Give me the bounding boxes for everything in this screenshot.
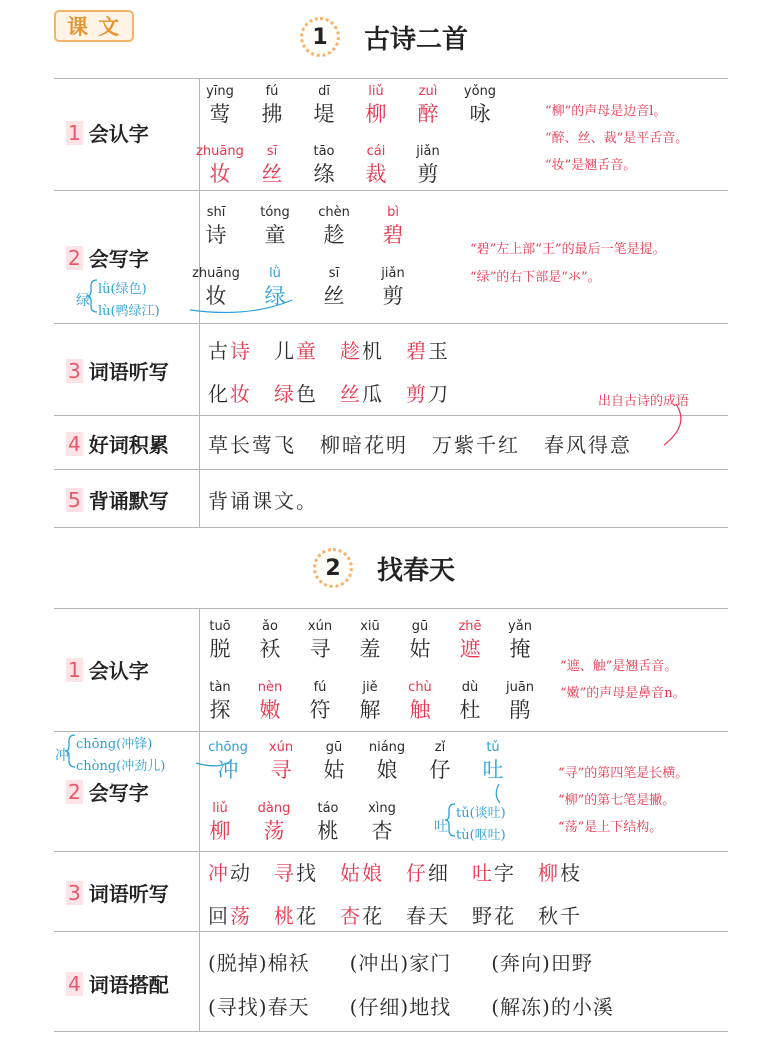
row-label-hui-renzi: 1 会认字 <box>68 120 149 146</box>
polyphone-char: 冲 <box>55 748 69 764</box>
pinyin: nèn <box>257 680 283 695</box>
hanzi: 醉 <box>417 102 439 126</box>
hanzi: 遮 <box>459 637 481 661</box>
hanzi: 诗 <box>205 223 227 247</box>
pinyin: gū <box>411 619 429 634</box>
hanzi: 探 <box>209 698 231 722</box>
pinyin: tāo <box>313 144 335 159</box>
pinyin: zhē <box>458 619 482 634</box>
word-char: 娘 <box>362 861 384 885</box>
word-char: 童 <box>296 339 318 363</box>
hanzi: 嫩 <box>259 698 281 722</box>
lesson-title-text: 古诗二首 <box>364 24 469 55</box>
hanzi: 解 <box>359 698 381 722</box>
pinyin: zǐ <box>434 740 446 755</box>
lesson-number-badge: 2 <box>313 548 353 588</box>
polyphone-reading: tù(呕吐) <box>456 828 506 843</box>
word: 柳暗花明 <box>320 433 408 457</box>
row-label-haoci-jilei: 4 好词积累 <box>68 431 169 457</box>
pinyin: dàng <box>257 801 291 816</box>
hanzi: 鹃 <box>509 698 531 722</box>
word-char: 找 <box>296 861 318 885</box>
pinyin: dī <box>318 84 330 99</box>
hanzi: 冲 <box>217 758 239 782</box>
hanzi: 掩 <box>509 637 531 661</box>
pinyin: cái <box>366 144 386 159</box>
polyphone-reading: tǔ(谈吐) <box>456 806 506 821</box>
pinyin: bì <box>387 205 399 220</box>
word-char: 春 <box>406 904 428 928</box>
pinyin: chōng <box>208 740 248 755</box>
word: 万紫千红 <box>432 433 520 457</box>
word: (奔向)田野 <box>491 951 593 975</box>
polyphone-reading: chōng(冲锋) <box>76 737 153 752</box>
row-label-beisong-moxie: 5 背诵默写 <box>68 487 169 513</box>
word-char: 吐 <box>472 861 494 885</box>
note: “嫩”的声母是鼻音n。 <box>560 686 686 701</box>
hanzi: 触 <box>409 698 431 722</box>
pinyin: tóng <box>260 205 290 220</box>
word: (解冻)的小溪 <box>491 995 614 1019</box>
word: (脱掉)棉袄 <box>208 951 310 975</box>
word-char: 动 <box>230 861 252 885</box>
word-char: 刀 <box>428 382 450 406</box>
word-char: 色 <box>296 382 318 406</box>
word: (仔细)地找 <box>349 995 452 1019</box>
pinyin: jiě <box>362 680 378 695</box>
hanzi: 咏 <box>469 102 491 126</box>
pinyin: fú <box>313 680 327 695</box>
word-char: 化 <box>208 382 230 406</box>
pinyin: táo <box>317 801 339 816</box>
pinyin: tǔ <box>486 740 500 755</box>
pinyin: zhuāng <box>196 144 244 159</box>
hanzi: 柳 <box>209 819 231 843</box>
note: “碧”左上部“王”的最后一笔是提。 <box>470 242 666 257</box>
hanzi: 姑 <box>409 637 431 661</box>
note: “柳”的声母是边音l。 <box>545 104 667 119</box>
pinyin: jiǎn <box>381 266 405 281</box>
note: “遮、触”是翘舌音。 <box>560 659 678 674</box>
hanzi: 堤 <box>313 102 335 126</box>
hanzi: 娘 <box>376 758 398 782</box>
pinyin: tuō <box>209 619 231 634</box>
note: “绿”的右下部是“氺”。 <box>470 270 601 285</box>
hanzi: 绿 <box>264 284 286 308</box>
hanzi: 裁 <box>365 162 387 186</box>
pinyin: dù <box>461 680 479 695</box>
word-char: 花 <box>494 904 516 928</box>
word-char: 冲 <box>208 861 230 885</box>
row-label-hui-renzi: 1 会认字 <box>68 657 149 683</box>
hanzi: 拂 <box>261 102 283 126</box>
hanzi: 寻 <box>270 758 292 782</box>
hanzi: 脱 <box>209 637 231 661</box>
hanzi: 碧 <box>382 223 404 247</box>
hanzi: 妆 <box>205 284 227 308</box>
pinyin: jiǎn <box>416 144 440 159</box>
hanzi: 妆 <box>209 162 231 186</box>
note: “醉、丝、裁”是平舌音。 <box>545 131 689 146</box>
word-char: 千 <box>560 904 582 928</box>
note: “寻”的第四笔是长横。 <box>558 766 689 781</box>
hanzi: 寻 <box>309 637 331 661</box>
pinyin: sī <box>266 144 278 159</box>
pinyin: yīng <box>206 84 234 99</box>
row-label-ciyu-dapei: 4 词语搭配 <box>68 971 169 997</box>
pinyin: xún <box>307 619 333 634</box>
hanzi: 荡 <box>263 819 285 843</box>
note: “柳”的第七笔是撇。 <box>558 793 676 808</box>
row-label-ciyu-tingxie: 3 词语听写 <box>68 358 169 384</box>
pinyin: chèn <box>318 205 350 220</box>
word-char: 碧 <box>406 339 428 363</box>
word-char: 绿 <box>274 382 296 406</box>
pinyin: juān <box>505 680 535 695</box>
hanzi: 桃 <box>317 819 339 843</box>
hanzi: 丝 <box>323 284 345 308</box>
lesson-number-badge: 1 <box>300 17 340 57</box>
word-char: 妆 <box>230 382 252 406</box>
word-char: 花 <box>296 904 318 928</box>
word-char: 丝 <box>340 382 362 406</box>
row-label-hui-xiezi: 2 会写字 <box>68 779 149 805</box>
pinyin: niáng <box>368 740 406 755</box>
hanzi: 符 <box>309 698 331 722</box>
word-char: 回 <box>208 904 230 928</box>
word-char: 玉 <box>428 339 450 363</box>
word-char: 天 <box>428 904 450 928</box>
word-char: 剪 <box>406 382 428 406</box>
hanzi: 姑 <box>323 758 345 782</box>
pinyin: yǎn <box>508 619 532 634</box>
pinyin: lǜ <box>269 266 281 281</box>
hanzi: 剪 <box>382 284 404 308</box>
pinyin: gū <box>325 740 343 755</box>
word-char: 花 <box>362 904 384 928</box>
pinyin: zuì <box>418 84 438 99</box>
note: “妆”是翘舌音。 <box>545 158 637 173</box>
hanzi: 童 <box>264 223 286 247</box>
pinyin: chù <box>408 680 432 695</box>
hanzi: 羞 <box>359 637 381 661</box>
word: (寻找)春天 <box>208 995 310 1019</box>
pinyin: sī <box>328 266 340 281</box>
hanzi: 丝 <box>261 162 283 186</box>
word-char: 趁 <box>340 339 362 363</box>
word-char: 桃 <box>274 904 296 928</box>
word-char: 仔 <box>406 861 428 885</box>
pinyin: yǒng <box>463 84 497 99</box>
polyphone-char: 绿 <box>76 293 90 309</box>
hanzi: 仔 <box>429 758 451 782</box>
kewen-tag: 课文 <box>54 10 134 42</box>
pinyin: xiū <box>360 619 380 634</box>
word-char: 瓜 <box>362 382 384 406</box>
recite-text: 背诵课文。 <box>208 489 318 513</box>
word-char: 诗 <box>230 339 252 363</box>
pinyin: xìng <box>368 801 396 816</box>
hanzi: 柳 <box>365 102 387 126</box>
pinyin: xún <box>268 740 294 755</box>
hanzi: 绦 <box>313 162 335 186</box>
pinyin: tàn <box>209 680 231 695</box>
note: “荡”是上下结构。 <box>558 820 663 835</box>
row-label-hui-xiezi: 2 会写字 <box>68 245 149 271</box>
word-char: 荡 <box>230 904 252 928</box>
pinyin: liǔ <box>368 84 384 99</box>
word: (冲出)家门 <box>349 951 452 975</box>
polyphone-char: 吐 <box>434 819 448 835</box>
word-char: 枝 <box>560 861 582 885</box>
word-char: 古 <box>208 339 230 363</box>
row-label-ciyu-tingxie: 3 词语听写 <box>68 880 169 906</box>
word-char: 野 <box>472 904 494 928</box>
hanzi: 吐 <box>482 758 504 782</box>
hanzi: 剪 <box>417 162 439 186</box>
polyphone-reading: lù(鸭绿江) <box>98 304 160 319</box>
polyphone-reading: lǜ(绿色) <box>98 282 147 297</box>
hanzi: 袄 <box>259 637 281 661</box>
word-char: 姑 <box>340 861 362 885</box>
word-char: 字 <box>494 861 516 885</box>
pinyin: zhuāng <box>192 266 240 281</box>
pinyin: shī <box>206 205 226 220</box>
hanzi: 趁 <box>323 223 345 247</box>
note: 出自古诗的成语 <box>598 394 690 409</box>
word-char: 细 <box>428 861 450 885</box>
word-char: 寻 <box>274 861 296 885</box>
word-char: 秋 <box>538 904 560 928</box>
hanzi: 杜 <box>459 698 481 722</box>
pinyin: liǔ <box>212 801 228 816</box>
pinyin: fú <box>265 84 279 99</box>
word: 春风得意 <box>544 433 632 457</box>
pinyin: ǎo <box>262 619 278 634</box>
hanzi: 莺 <box>209 102 231 126</box>
polyphone-reading: chòng(冲劲儿) <box>76 759 166 774</box>
word-char: 杏 <box>340 904 362 928</box>
word: 草长莺飞 <box>208 433 296 457</box>
hanzi: 杏 <box>371 819 393 843</box>
word-char: 机 <box>362 339 384 363</box>
word-char: 儿 <box>274 339 296 363</box>
word-char: 柳 <box>538 861 560 885</box>
lesson-title-text: 找春天 <box>377 555 456 586</box>
